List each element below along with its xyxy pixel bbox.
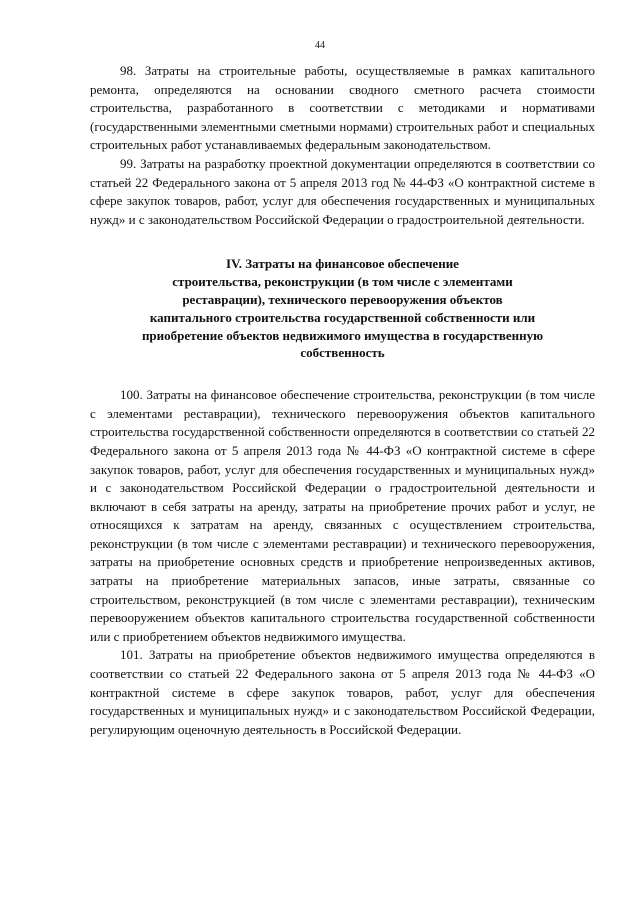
section-heading-line: приобретение объектов недвижимого имущества в государственную [141, 327, 544, 343]
section-heading-line: строительства, реконструкции (в том числе с элементами [172, 274, 513, 290]
document-body [90, 62, 595, 739]
section-heading-line: реставрации), технического перевооружения объектов [182, 291, 503, 307]
section-heading-line: IV. Затраты на финансовое обеспечение [226, 256, 459, 272]
section-heading-line: капитального строительства государственной собственности или [149, 309, 536, 325]
paragraph-98: 98. Затраты на строительные работы, осуществляемые в рамках капитального ремонта, определяются на основании сводного сметного расчета стоимости строительства, разработанного в соответствии с методиками и нормативами (государственными элементными сметными нормами) строительных работ и специальных строительных работ устанавливаемых федеральным законодательством. [90, 63, 595, 153]
page-number: 44 [315, 40, 325, 51]
paragraph-101: 101. Затраты на приобретение объектов недвижимого имущества определяются в соответствии со статьей 22 Федерального закона от 5 апреля 2013 года № 44-ФЗ «О контрактной системе в сфере закупок товаров, работ, услуг для обеспечения государственных и муниципальных нужд» и с законодательством Российской Федерации, регулирующим оценочную деятельность в Российской Федерации. [90, 647, 595, 737]
paragraph-99: 99. Затраты на разработку проектной документации определяются в соответствии со статьей 22 Федерального закона от 5 апреля 2013 год № 44-ФЗ «О контрактной системе в сфере закупок товаров, работ, услуг для обеспечения государственных и муниципальных нужд» и с законодательством Российской Федерации о градостроительной деятельности. [90, 155, 595, 227]
section-heading-line: собственность [300, 345, 385, 361]
paragraph-100: 100. Затраты на финансовое обеспечение строительства, реконструкции (в том числе с элементами реставрации), технического перевооружения объектов капитального строительства государственной собственности определяются в соответствии со статьей 22 Федерального закона от 5 апреля 2013 года № 44-ФЗ «О контрактной системе в сфере закупок товаров, работ, услуг для обеспечения государственных и муниципальных нужд» и с законодательством Российской Федерации о градостроительной деятельности и включают в себя затраты на аренду, затраты на приобретение прочих работ и услуг, не относящихся к затратам на аренду, связанных с осуществлением строительства, реконструкции (в том числе с элементами реставрации) и технического перевооружения, затраты на приобретение основных средств и приобретение непроизведенных активов, затраты на приобретение материальных запасов, иные затраты, связанные со строительством, реконструкцией (в том числе с элементами реставрации), техническим перевооружением объектов капитального строительства государственной собственности или с приобретением объектов недвижимого имущества. [90, 387, 595, 644]
section-heading [90, 255, 595, 362]
